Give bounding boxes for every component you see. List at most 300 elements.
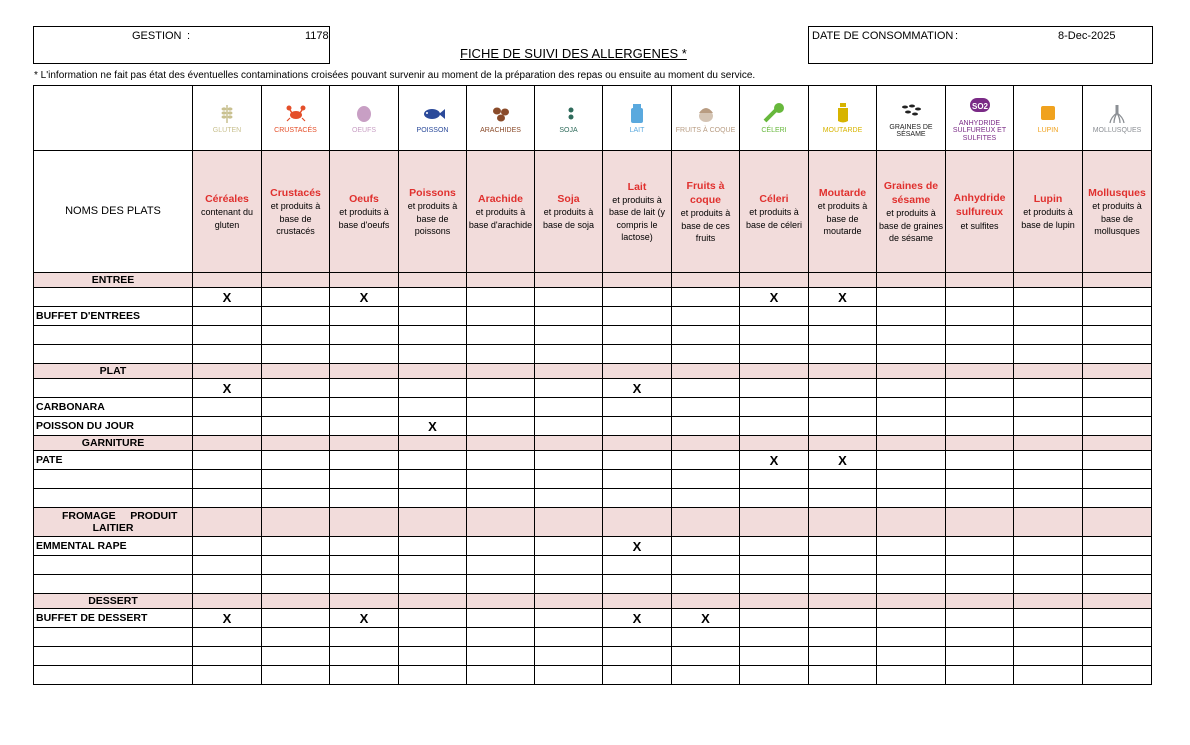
allergen-title: Lait: [627, 181, 647, 194]
icon-row: [34, 86, 1152, 151]
allergen-cell: [467, 379, 535, 398]
allergen-cell: [399, 575, 467, 594]
allergen-icon-label: GLUTEN: [212, 127, 242, 135]
allergen-cell: [399, 609, 467, 628]
section-cell: [809, 364, 877, 379]
allergen-cell: [809, 537, 877, 556]
table-row: [34, 556, 1152, 575]
section-cell: [1083, 508, 1152, 537]
allergen-cell: [330, 489, 399, 508]
allergen-mark: [330, 288, 399, 307]
allergen-description: et produits à base de moutarde: [817, 201, 868, 236]
allergen-title: Fruits à coque: [686, 180, 725, 207]
section-cell: [740, 594, 809, 609]
allergen-cell: [809, 398, 877, 417]
mark-symbol: X: [769, 289, 779, 305]
allergen-icon-label: SOJA: [559, 127, 578, 135]
allergen-cell: [603, 417, 672, 436]
allergen-icon-label: GRAINES DE SÉSAME: [889, 123, 933, 138]
allergen-cell: [740, 379, 809, 398]
allergen-cell: [603, 575, 672, 594]
allergen-cell: [877, 288, 946, 307]
section-cell: [1014, 273, 1083, 288]
section-cell: [809, 273, 877, 288]
allergen-cell: [672, 417, 740, 436]
table-row: [34, 451, 1152, 470]
dish-name-text: CARBONARA: [36, 401, 105, 413]
date-separator: :: [955, 30, 959, 42]
section-label-sub: PRODUIT LAITIER: [92, 510, 178, 534]
allergen-cell: [262, 326, 330, 345]
mark-symbol: X: [222, 380, 232, 396]
allergen-cell: [672, 379, 740, 398]
dish-name: [34, 417, 193, 436]
allergen-cell: [809, 417, 877, 436]
allergen-mark: [603, 609, 672, 628]
allergen-header-row: [34, 151, 1152, 273]
allergen-description: et produits à base d'oeufs: [338, 207, 390, 230]
allergen-cell: [262, 628, 330, 647]
mustard-icon: [809, 101, 876, 125]
allergen-cell: [809, 575, 877, 594]
allergen-cell: [535, 307, 603, 326]
allergen-title: Lupin: [1033, 193, 1063, 206]
allergen-icon-label: CRUSTACÉS: [274, 127, 317, 135]
allergen-cell: [193, 489, 262, 508]
allergen-cell: [672, 647, 740, 666]
allergen-cell: [809, 307, 877, 326]
egg-icon: [330, 101, 398, 125]
section-label: [34, 508, 193, 537]
dish-name: [34, 398, 193, 417]
section-cell: [262, 508, 330, 537]
dish-name: [34, 451, 193, 470]
allergen-cell: [809, 609, 877, 628]
allergen-cell: [1083, 666, 1152, 685]
table-row: [34, 326, 1152, 345]
allergen-cell: [877, 666, 946, 685]
allergen-cell: [672, 537, 740, 556]
section-cell: [672, 364, 740, 379]
allergen-cell: [535, 379, 603, 398]
allergen-description: contenant du gluten: [200, 207, 254, 230]
section-cell: [809, 594, 877, 609]
allergen-cell: [946, 537, 1014, 556]
dish-name: [34, 537, 193, 556]
allergen-cell: [672, 628, 740, 647]
allergen-cell: [603, 556, 672, 575]
allergen-cell: [740, 575, 809, 594]
allergen-cell: [535, 647, 603, 666]
dish-name-text: PATE: [36, 454, 63, 466]
allergen-cell: [603, 288, 672, 307]
allergen-cell: [809, 647, 877, 666]
allergen-cell: [809, 666, 877, 685]
allergen-icon-cell: [330, 86, 399, 151]
section-label-text: PLAT: [99, 365, 127, 377]
dish-name: [34, 647, 193, 666]
allergen-cell: [740, 345, 809, 364]
dish-name-text: EMMENTAL RAPE: [36, 540, 127, 552]
mark-symbol: X: [838, 452, 847, 468]
section-cell: [193, 436, 262, 451]
allergen-cell: [467, 666, 535, 685]
allergen-cell: [946, 647, 1014, 666]
date-value: 8-Dec-2025: [1058, 30, 1116, 42]
allergen-cell: [740, 470, 809, 489]
dish-name: [34, 575, 193, 594]
allergen-cell: [330, 556, 399, 575]
table-row: [34, 398, 1152, 417]
section-cell: [740, 436, 809, 451]
mark-symbol: X: [838, 289, 847, 305]
allergen-cell: [1014, 345, 1083, 364]
allergen-cell: [672, 307, 740, 326]
table-row: [34, 417, 1152, 436]
section-cell: [877, 364, 946, 379]
section-cell: [467, 508, 535, 537]
allergen-mark: [809, 288, 877, 307]
allergen-cell: [946, 379, 1014, 398]
allergen-cell: [877, 345, 946, 364]
allergen-cell: [193, 345, 262, 364]
allergen-cell: [740, 609, 809, 628]
mark-symbol: X: [359, 610, 369, 626]
mark-symbol: X: [769, 452, 779, 468]
allergen-cell: [330, 470, 399, 489]
allergen-cell: [946, 326, 1014, 345]
allergen-header-cell: [672, 151, 740, 273]
section-cell: [193, 364, 262, 379]
section-cell: [1014, 364, 1083, 379]
mark-symbol: X: [222, 610, 232, 626]
allergen-cell: [535, 628, 603, 647]
allergen-cell: [877, 307, 946, 326]
allergen-icon-cell: [740, 86, 809, 151]
mark-symbol: X: [222, 289, 232, 305]
allergen-cell: [603, 470, 672, 489]
allergen-mark: [603, 379, 672, 398]
allergen-cell: [399, 288, 467, 307]
allergen-cell: [467, 345, 535, 364]
section-cell: [399, 273, 467, 288]
allergen-cell: [946, 489, 1014, 508]
allergen-cell: [399, 470, 467, 489]
allergen-header-cell: [193, 151, 262, 273]
allergen-cell: [1083, 489, 1152, 508]
section-cell: [467, 364, 535, 379]
allergen-cell: [467, 451, 535, 470]
allergen-cell: [467, 575, 535, 594]
allergen-cell: [467, 326, 535, 345]
allergen-cell: [262, 288, 330, 307]
allergen-cell: [330, 326, 399, 345]
allergen-cell: [262, 379, 330, 398]
table-row: [34, 288, 1152, 307]
allergen-cell: [1083, 326, 1152, 345]
allergen-cell: [262, 345, 330, 364]
allergen-cell: [740, 556, 809, 575]
dish-name: [34, 307, 193, 326]
allergen-header-cell: [1014, 151, 1083, 273]
allergen-cell: [262, 647, 330, 666]
allergen-cell: [1083, 417, 1152, 436]
allergen-cell: [193, 326, 262, 345]
allergen-mark: [399, 417, 467, 436]
section-cell: [535, 594, 603, 609]
allergen-description: et sulfites: [960, 220, 999, 231]
allergen-cell: [809, 628, 877, 647]
allergen-cell: [809, 470, 877, 489]
date-box: [808, 26, 1153, 64]
allergen-cell: [946, 666, 1014, 685]
allergen-mark: [740, 451, 809, 470]
section-cell: [535, 436, 603, 451]
allergen-header-cell: [262, 151, 330, 273]
allergen-cell: [672, 575, 740, 594]
allergen-icon-cell: [877, 86, 946, 151]
allergen-cell: [535, 666, 603, 685]
allergen-cell: [672, 451, 740, 470]
dish-name: [34, 345, 193, 364]
allergen-cell: [603, 647, 672, 666]
gestion-value: 1178: [305, 30, 329, 42]
allergen-icon-label: MOUTARDE: [822, 127, 863, 135]
allergen-cell: [1014, 489, 1083, 508]
allergen-cell: [399, 451, 467, 470]
allergen-cell: [1083, 575, 1152, 594]
allergen-cell: [535, 345, 603, 364]
allergen-cell: [740, 417, 809, 436]
section-cell: [262, 364, 330, 379]
allergen-cell: [262, 489, 330, 508]
section-cell: [672, 508, 740, 537]
milk-icon: [603, 101, 671, 125]
allergen-mark: [809, 451, 877, 470]
dish-name: [34, 379, 193, 398]
allergen-icon-cell: [1014, 86, 1083, 151]
allergen-title: Céréales: [205, 193, 249, 206]
date-label: DATE DE CONSOMMATION: [812, 30, 954, 42]
section-cell: [603, 594, 672, 609]
allergen-cell: [740, 326, 809, 345]
allergen-cell: [877, 451, 946, 470]
allergen-cell: [1014, 537, 1083, 556]
table-row: [34, 379, 1152, 398]
allergen-cell: [535, 288, 603, 307]
allergen-cell: [535, 326, 603, 345]
section-cell: [262, 436, 330, 451]
section-label: [34, 364, 193, 379]
allergen-cell: [1083, 398, 1152, 417]
allergen-cell: [262, 556, 330, 575]
section-cell: [330, 508, 399, 537]
allergen-title: Arachide: [478, 193, 523, 206]
section-cell: [467, 594, 535, 609]
allergen-cell: [399, 537, 467, 556]
dish-name-text: BUFFET D'ENTREES: [36, 310, 141, 322]
allergen-cell: [603, 451, 672, 470]
section-cell: [535, 508, 603, 537]
section-cell: [399, 594, 467, 609]
section-cell: [809, 436, 877, 451]
allergen-cell: [262, 575, 330, 594]
allergen-cell: [262, 609, 330, 628]
allergen-cell: [877, 575, 946, 594]
allergen-cell: [330, 345, 399, 364]
allergen-title: Céleri: [759, 193, 789, 206]
soy-icon: [535, 101, 602, 125]
section-cell: [535, 364, 603, 379]
mark-symbol: X: [632, 538, 642, 554]
section-cell: [1014, 594, 1083, 609]
section-cell: [672, 594, 740, 609]
allergen-cell: [809, 489, 877, 508]
allergen-icon-label: LAIT: [629, 127, 645, 135]
allergen-cell: [1014, 379, 1083, 398]
allergen-cell: [603, 345, 672, 364]
allergen-cell: [946, 470, 1014, 489]
sesame-icon: [877, 98, 945, 122]
section-header-row: [34, 364, 1152, 379]
allergen-cell: [535, 417, 603, 436]
allergen-cell: [193, 556, 262, 575]
allergen-description: et produits à base de graines de sésame: [878, 208, 944, 243]
section-cell: [1083, 273, 1152, 288]
allergen-cell: [399, 398, 467, 417]
dish-name: [34, 556, 193, 575]
allergen-cell: [535, 489, 603, 508]
allergen-cell: [672, 288, 740, 307]
allergen-mark: [193, 379, 262, 398]
section-label-text: DESSERT: [88, 595, 138, 607]
allergen-cell: [809, 326, 877, 345]
section-cell: [1083, 594, 1152, 609]
allergen-cell: [1014, 647, 1083, 666]
section-cell: [672, 273, 740, 288]
table-row: [34, 345, 1152, 364]
allergen-cell: [877, 609, 946, 628]
allergen-cell: [535, 451, 603, 470]
section-cell: [603, 508, 672, 537]
allergen-cell: [193, 537, 262, 556]
allergen-cell: [809, 345, 877, 364]
allergen-mark: [330, 609, 399, 628]
mark-symbol: X: [359, 289, 369, 305]
allergen-header-cell: [330, 151, 399, 273]
section-cell: [946, 508, 1014, 537]
section-cell: [1014, 436, 1083, 451]
dish-name: [34, 666, 193, 685]
allergen-table: [33, 85, 1152, 685]
allergen-cell: [672, 398, 740, 417]
dishes-column-header: NOMS DES PLATS: [34, 151, 193, 273]
allergen-cell: [740, 628, 809, 647]
allergen-title: Mollusques: [1088, 187, 1146, 200]
allergen-icon-label: OEUFS: [351, 127, 377, 135]
allergen-mark: [603, 537, 672, 556]
gestion-separator: :: [187, 30, 191, 42]
section-cell: [603, 436, 672, 451]
allergen-header-cell: [603, 151, 672, 273]
allergen-icon-label: POISSON: [416, 127, 449, 135]
allergen-header-cell: [809, 151, 877, 273]
allergen-description: et produits à base de mollusques: [1092, 201, 1142, 236]
allergen-cell: [262, 417, 330, 436]
allergen-title: Soja: [557, 193, 580, 206]
allergen-cell: [946, 575, 1014, 594]
section-cell: [809, 508, 877, 537]
allergen-header-cell: [877, 151, 946, 273]
allergen-cell: [330, 417, 399, 436]
table-row: [34, 666, 1152, 685]
allergen-cell: [535, 609, 603, 628]
allergen-cell: [1083, 345, 1152, 364]
page-title: FICHE DE SUIVI DES ALLERGENES *: [460, 46, 687, 61]
wheat-icon: [193, 101, 261, 125]
allergen-cell: [809, 556, 877, 575]
allergen-description: et produits à base de crustacés: [270, 201, 321, 236]
allergen-cell: [877, 326, 946, 345]
section-cell: [946, 594, 1014, 609]
allergen-cell: [399, 345, 467, 364]
section-cell: [672, 436, 740, 451]
table-row: [34, 647, 1152, 666]
section-cell: [946, 436, 1014, 451]
allergen-cell: [672, 556, 740, 575]
section-label-text: ENTREE: [91, 274, 135, 286]
allergen-icon-label: MOLLUSQUES: [1092, 127, 1142, 135]
dish-name-text: BUFFET DE DESSERT: [36, 612, 148, 624]
section-cell: [262, 594, 330, 609]
allergen-cell: [193, 575, 262, 594]
section-cell: [1083, 436, 1152, 451]
allergen-cell: [1014, 451, 1083, 470]
section-cell: [1014, 508, 1083, 537]
allergen-cell: [1083, 556, 1152, 575]
allergen-cell: [1014, 609, 1083, 628]
allergen-cell: [399, 628, 467, 647]
allergen-cell: [262, 451, 330, 470]
allergen-cell: [193, 666, 262, 685]
allergen-cell: [946, 628, 1014, 647]
allergen-description: et produits à base d'arachide: [468, 207, 533, 230]
allergen-cell: [672, 326, 740, 345]
section-cell: [946, 364, 1014, 379]
allergen-header-cell: [399, 151, 467, 273]
section-cell: [193, 594, 262, 609]
allergen-icon-cell: [672, 86, 740, 151]
section-cell: [467, 273, 535, 288]
allergen-cell: [603, 307, 672, 326]
allergen-cell: [467, 307, 535, 326]
peanut-icon: [467, 101, 534, 125]
allergen-cell: [740, 666, 809, 685]
allergen-icon-cell: [946, 86, 1014, 151]
allergen-cell: [1083, 647, 1152, 666]
allergen-description: et produits à base de soja: [542, 207, 595, 230]
section-cell: [399, 436, 467, 451]
allergen-cell: [740, 537, 809, 556]
section-header-row: [34, 594, 1152, 609]
allergen-icon-label: LUPIN: [1037, 127, 1059, 135]
allergen-cell: [399, 647, 467, 666]
mark-symbol: X: [701, 610, 710, 626]
table-row: [34, 470, 1152, 489]
allergen-cell: [877, 417, 946, 436]
section-cell: [193, 508, 262, 537]
allergen-cell: [603, 666, 672, 685]
